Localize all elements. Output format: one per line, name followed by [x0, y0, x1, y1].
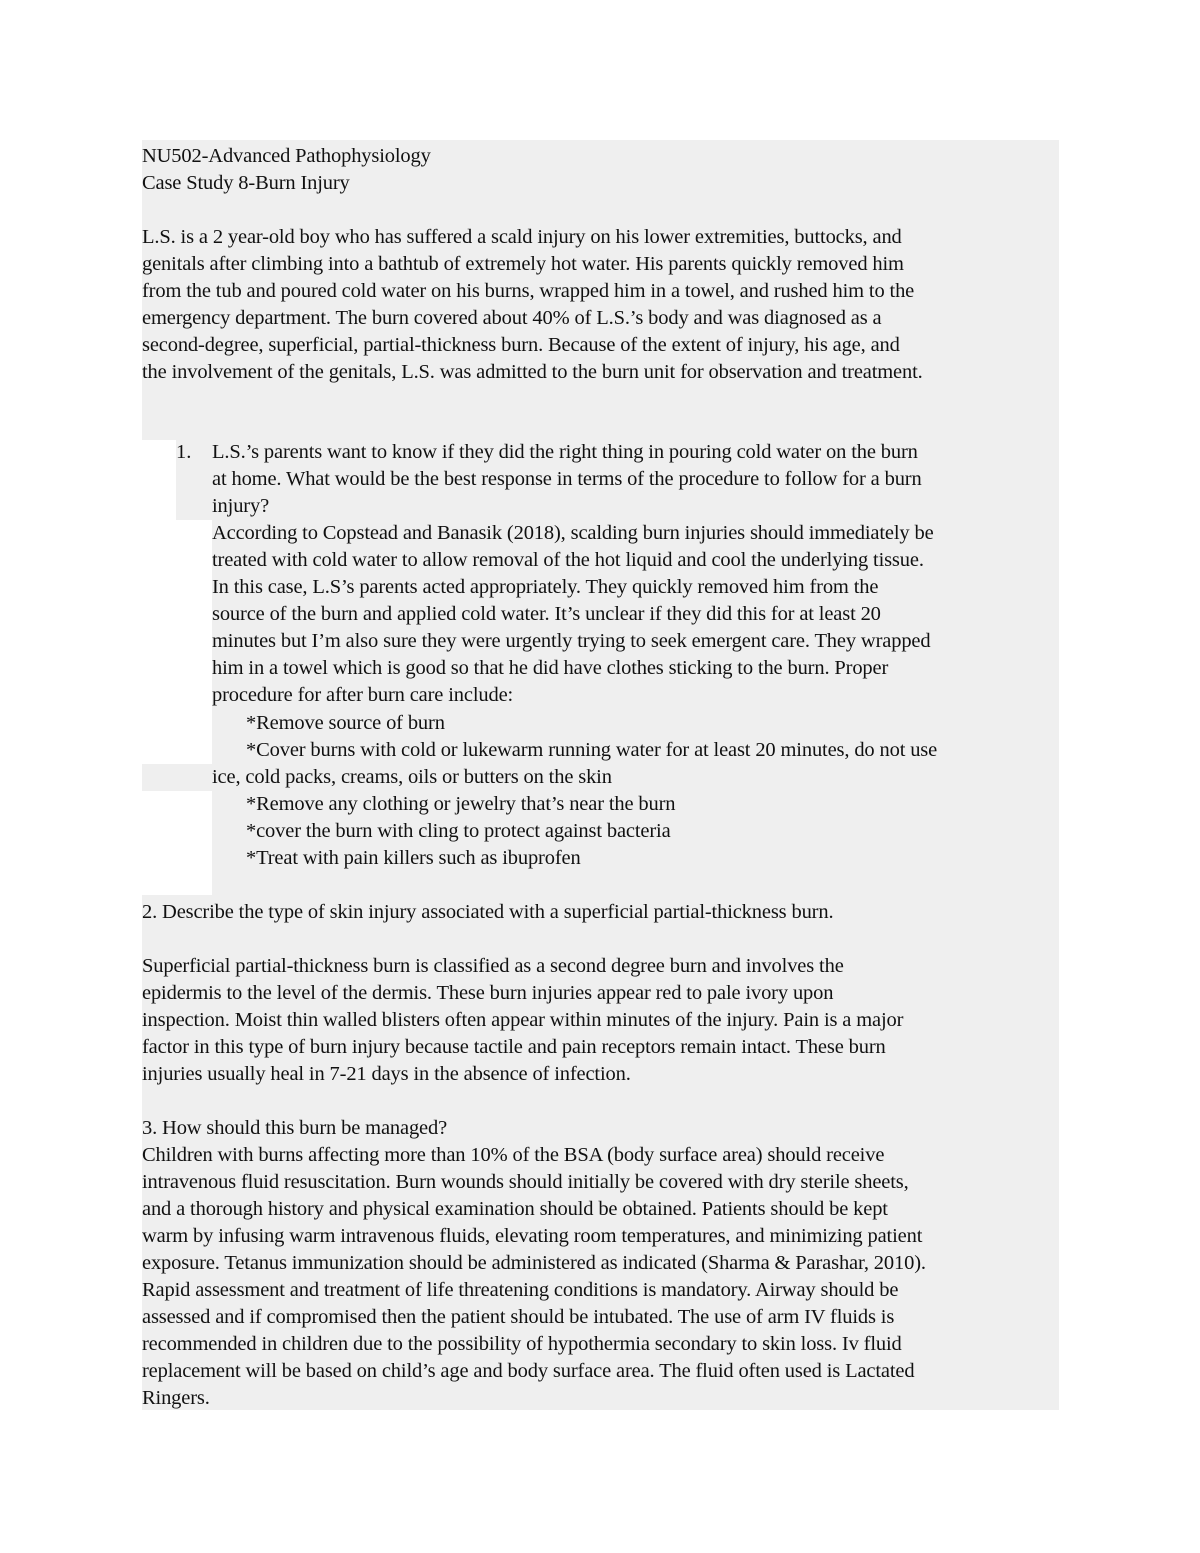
q3-answer-line: intravenous fluid resuscitation. Burn wounds should initially be covered with dry sterile sheets,	[142, 1171, 909, 1193]
intro-line: the involvement of the genitals, L.S. was admitted to the burn unit for observation and treatment.	[142, 361, 923, 383]
q3-answer-line: Rapid assessment and treatment of life threatening conditions is mandatory. Airway should be	[142, 1279, 899, 1301]
q3-answer-line: and a thorough history and physical examination should be obtained. Patients should be kept	[142, 1198, 888, 1220]
q1-question-line: L.S.’s parents want to know if they did the right thing in pouring cold water on the burn	[212, 441, 918, 463]
q1-answer-line: treated with cold water to allow removal of the hot liquid and cool the underlying tissue.	[212, 549, 924, 571]
q3-answer-line: warm by infusing warm intravenous fluids, elevating room temperatures, and minimizing patient	[142, 1225, 923, 1247]
intro-line: from the tub and poured cold water on his burns, wrapped him in a towel, and rushed him to the	[142, 280, 915, 302]
q2-answer-line: factor in this type of burn injury because tactile and pain receptors remain intact. These burn	[142, 1036, 886, 1058]
case-title: Case Study 8-Burn Injury	[142, 172, 350, 194]
shade-q1-step-wrap	[142, 764, 212, 791]
q1-answer-line: source of the burn and applied cold water. It’s unclear if they did this for at least 20	[212, 603, 881, 625]
q3-answer-line: assessed and if compromised then the patient should be intubated. The use of arm IV fluids is	[142, 1306, 895, 1328]
q2-answer-line: epidermis to the level of the dermis. These burn injuries appear red to pale ivory upon	[142, 982, 834, 1004]
q3-answer-line: Ringers.	[142, 1387, 210, 1409]
intro-line: second-degree, superficial, partial-thickness burn. Because of the extent of injury, his age, and	[142, 334, 900, 356]
intro-line: emergency department. The burn covered about 40% of L.S.’s body and was diagnosed as a	[142, 307, 882, 329]
q1-step: *Cover burns with cold or lukewarm running water for at least 20 minutes, do not use	[246, 739, 938, 761]
q3-answer-line: exposure. Tetanus immunization should be administered as indicated (Sharma & Parashar, 2010).	[142, 1252, 926, 1274]
q1-answer-line: According to Copstead and Banasik (2018), scalding burn injuries should immediately be	[212, 522, 934, 544]
q1-answer-line: procedure for after burn care include:	[212, 684, 514, 706]
q1-question-line: at home. What would be the best response in terms of the procedure to follow for a burn	[212, 468, 922, 490]
q1-step: *Remove any clothing or jewelry that’s near the burn	[246, 793, 676, 815]
intro-line: genitals after climbing into a bathtub of extremely hot water. His parents quickly removed him	[142, 253, 904, 275]
intro-line: L.S. is a 2 year-old boy who has suffered a scald injury on his lower extremities, buttocks, and	[142, 226, 902, 248]
q3-answer-line: recommended in children due to the possibility of hypothermia secondary to skin loss. Iv fluid	[142, 1333, 902, 1355]
q1-question-line: injury?	[212, 495, 270, 517]
q3-question: 3. How should this burn be managed?	[142, 1117, 448, 1139]
q1-number: 1.	[176, 441, 192, 463]
course-title: NU502-Advanced Pathophysiology	[142, 145, 431, 167]
q1-step: *Treat with pain killers such as ibuprofen	[246, 847, 581, 869]
q1-step-wrap: ice, cold packs, creams, oils or butters on the skin	[212, 766, 612, 788]
q1-answer-line: In this case, L.S’s parents acted appropriately. They quickly removed him from the	[212, 576, 879, 598]
q1-step: *Remove source of burn	[246, 712, 445, 734]
q3-answer-line: Children with burns affecting more than 10% of the BSA (body surface area) should receive	[142, 1144, 885, 1166]
q2-question: 2. Describe the type of skin injury associated with a superficial partial-thickness burn.	[142, 901, 834, 923]
q2-answer-line: Superficial partial-thickness burn is classified as a second degree burn and involves the	[142, 955, 844, 977]
q2-answer-line: injuries usually heal in 7-21 days in the absence of infection.	[142, 1063, 631, 1085]
q1-step: *cover the burn with cling to protect against bacteria	[246, 820, 671, 842]
q1-answer-line: him in a towel which is good so that he did have clothes sticking to the burn. Proper	[212, 657, 889, 679]
q1-answer-line: minutes but I’m also sure they were urgently trying to seek emergent care. They wrapped	[212, 630, 931, 652]
q3-answer-line: replacement will be based on child’s age and body surface area. The fluid often used is Lactated	[142, 1360, 915, 1382]
q2-answer-line: inspection. Moist thin walled blisters often appear within minutes of the injury. Pain is a major	[142, 1009, 904, 1031]
